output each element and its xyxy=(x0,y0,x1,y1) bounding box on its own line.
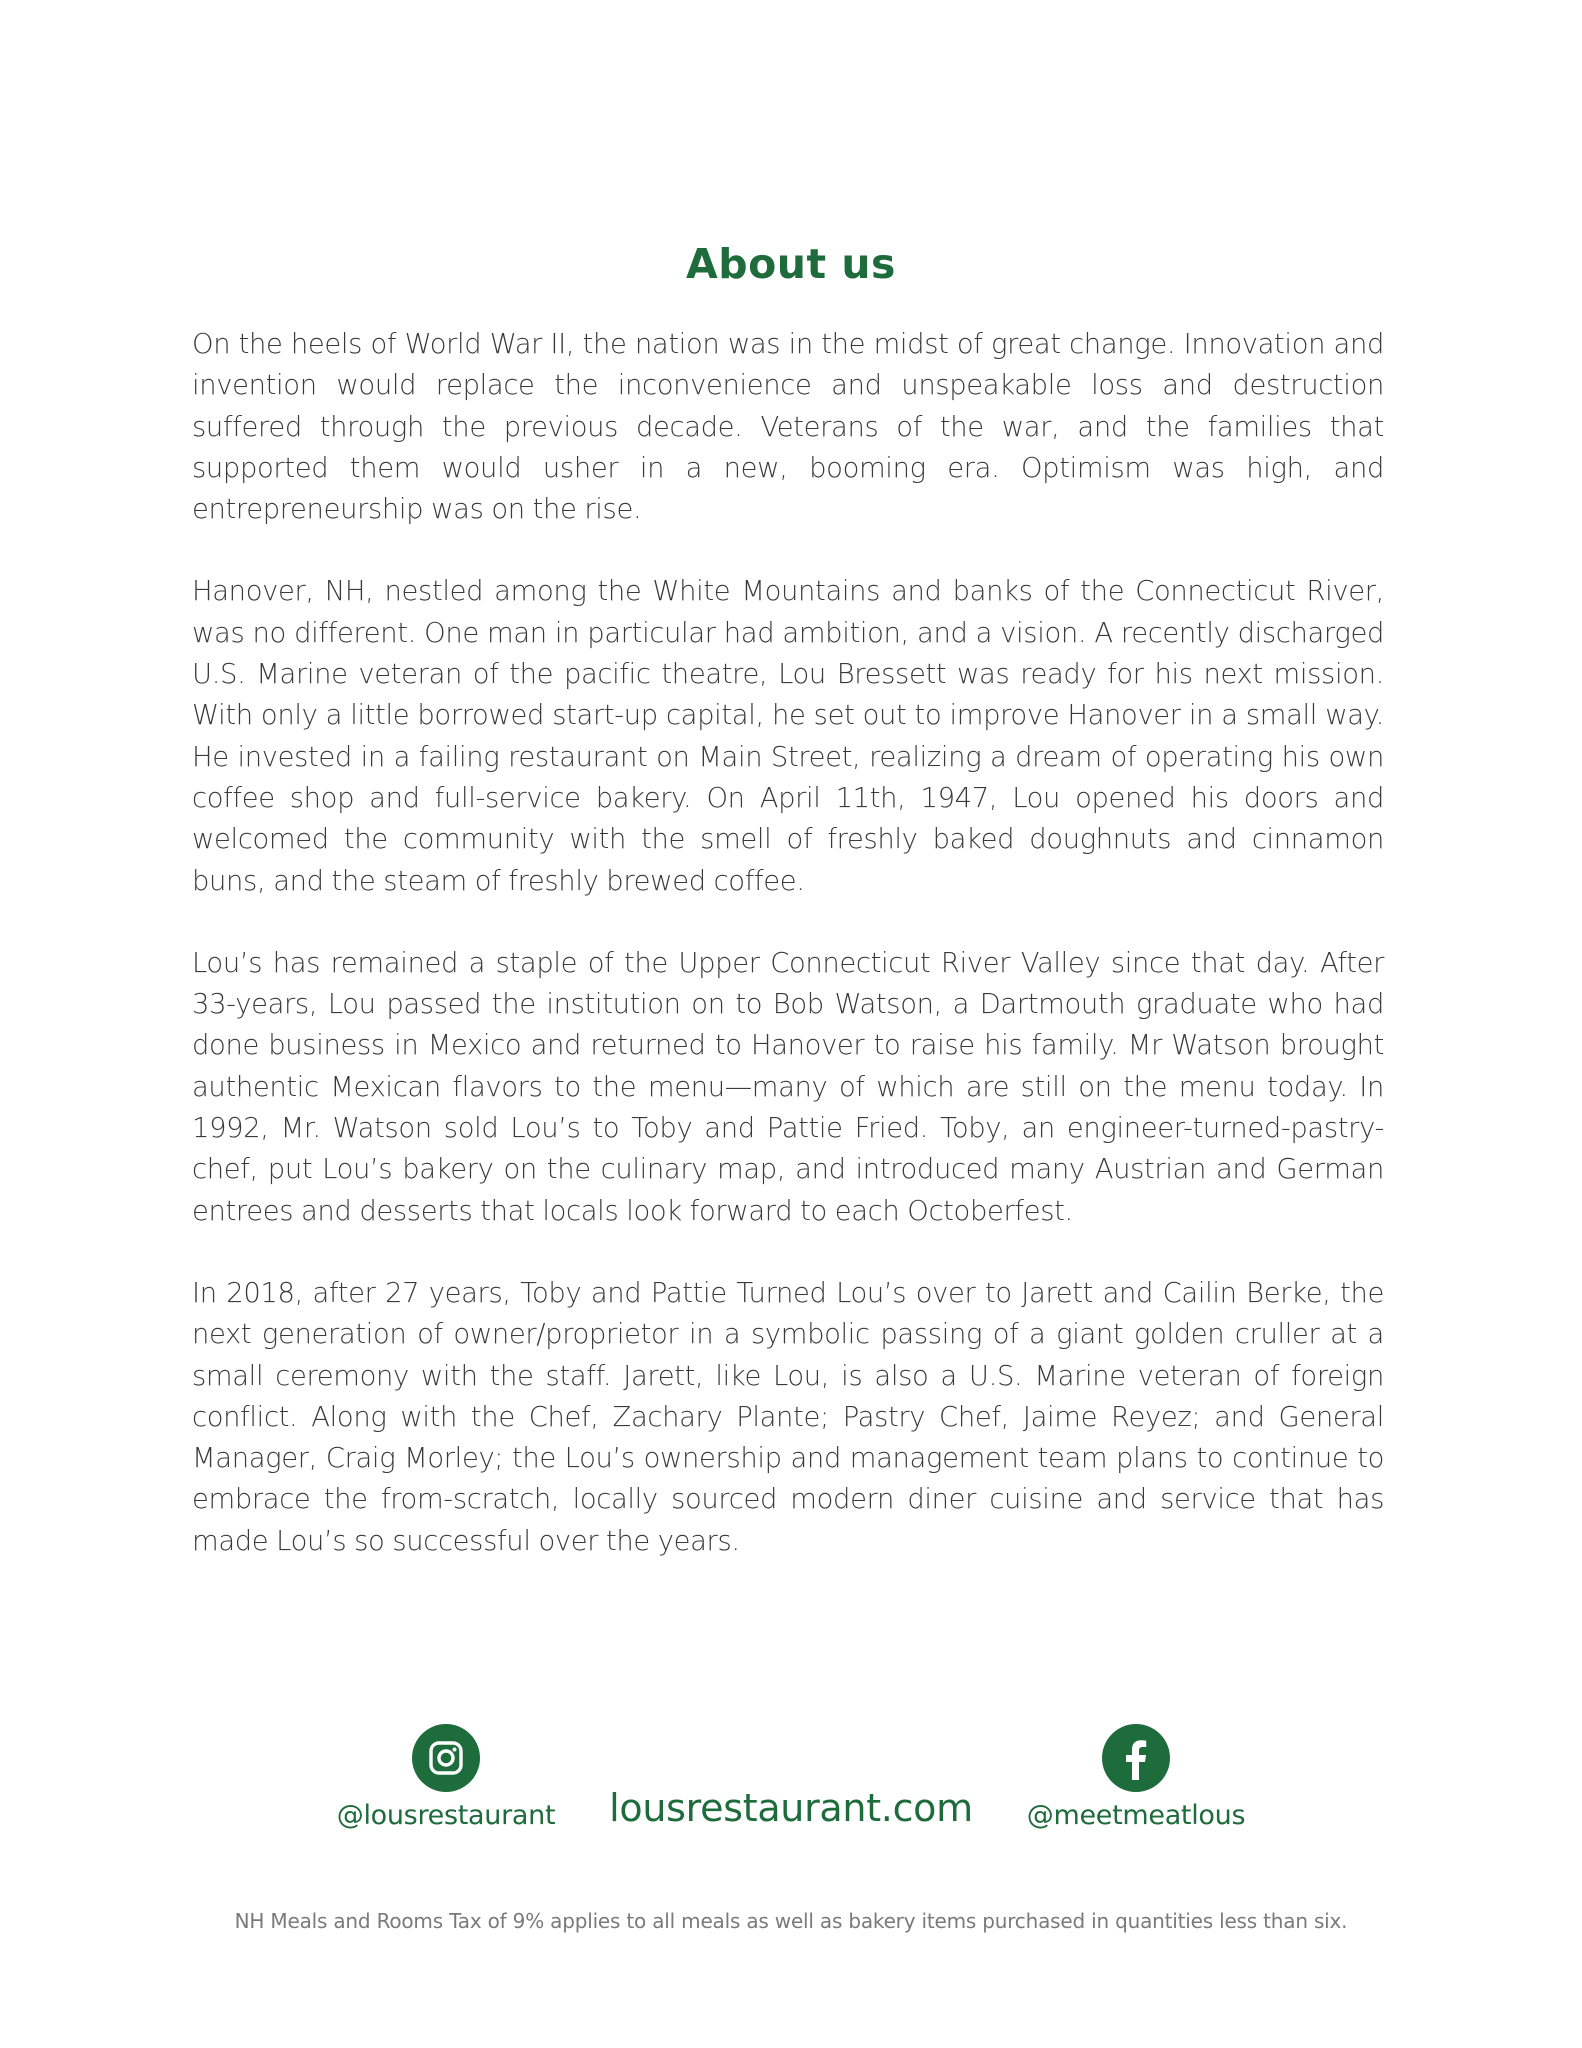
website-link[interactable]: lousrestaurant.com xyxy=(609,1786,973,1830)
tax-note: NH Meals and Rooms Tax of 9% applies to all meals as well as bakery items purchased in quantities less than six. xyxy=(234,1909,1348,1933)
instagram-handle[interactable]: @lousrestaurant xyxy=(336,1800,556,1831)
facebook-link[interactable] xyxy=(1012,1724,1260,1831)
paragraph-history: On the heels of World War II, the nation was in the midst of great change. Innovation and invention would replace the inconvenience and unspeakable loss and destruction suffered through the previous decade. Veterans of the war, and the families that supported them would usher in a new, booming era. Optimism was high, and entrepreneurship was on the rise. xyxy=(192,329,1384,526)
facebook-icon[interactable] xyxy=(1102,1724,1170,1792)
paragraph-ownership: Lou’s has remained a staple of the Upper Connecticut River Valley since that day. After 33-years, Lou passed the institution on to Bob Watson, a Dartmouth graduate who had done business in Mexico and returned to Hanover to raise his family. Mr Watson brought authentic Mexican flavors to the menu—many of which are still on the menu today. In 1992, Mr. Watson sold Lou’s to Toby and Pattie Fried. Toby, an engineer-turned-pastry-chef, put Lou’s bakery on the culinary map, and introduced many Austrian and German entrees and desserts that locals look forward to each Octoberfest. xyxy=(192,947,1384,1227)
social-footer xyxy=(0,1724,1582,1844)
instagram-icon[interactable] xyxy=(412,1724,480,1792)
paragraph-current-owners: In 2018, after 27 years, Toby and Pattie Turned Lou’s over to Jarett and Cailin Berke, the next generation of owner/proprietor in a symbolic passing of a giant golden cruller at a small ceremony with the staff. Jarett, like Lou, is also a U.S. Marine veteran of foreign conflict. Along with the Chef, Zachary Plante; Pastry Chef, Jaime Reyez; and General Manager, Craig Morley; the Lou’s ownership and management team plans to continue to embrace the from-scratch, locally sourced modern diner cuisine and service that has made Lou’s so successful over the years. xyxy=(192,1277,1384,1557)
paragraph-founding: Hanover, NH, nestled among the White Mountains and banks of the Connecticut River, was no different. One man in particular had ambition, and a vision. A recently discharged U.S. Marine veteran of the pacific theatre, Lou Bressett was ready for his next mission. With only a little borrowed start-up capital, he set out to improve Hanover in a small way. He invested in a failing restaurant on Main Street, realizing a dream of operating his own coffee shop and full-service bakery. On April 11th, 1947, Lou opened his doors and welcomed the community with the smell of freshly baked doughnuts and cinnamon buns, and the steam of freshly brewed coffee. xyxy=(192,576,1384,897)
page-title: About us xyxy=(686,240,896,288)
facebook-handle[interactable]: @meetmeatlous xyxy=(1026,1800,1246,1831)
instagram-link[interactable] xyxy=(330,1724,562,1831)
about-body xyxy=(192,324,1384,1603)
